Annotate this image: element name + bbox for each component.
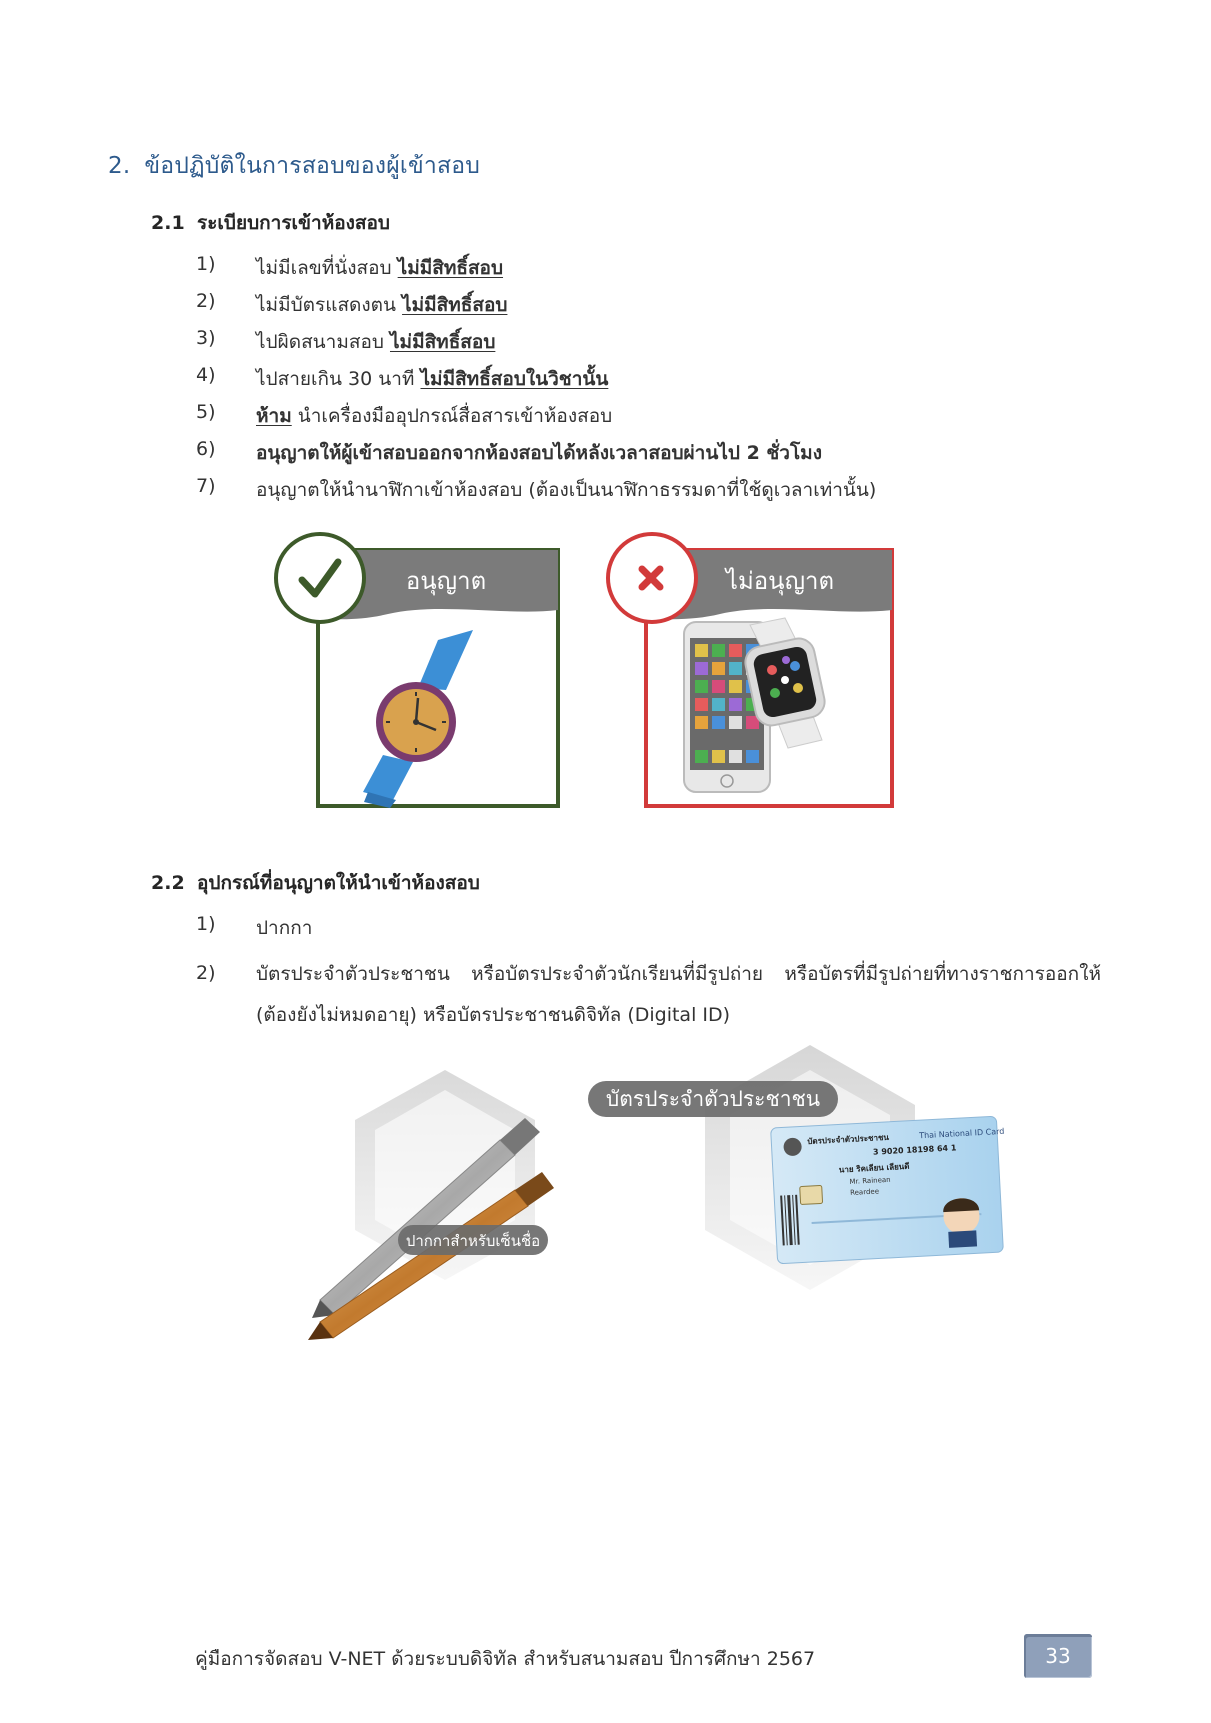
not-allowed-label: ไม่อนุญาต <box>725 567 835 595</box>
pen-caption: ปากกาสำหรับเซ็นชื่อ <box>405 1232 541 1250</box>
allowed-label: อนุญาต <box>405 567 487 595</box>
subsection-heading-2-1: 2.1 ระเบียบการเข้าห้องสอบ <box>151 212 390 234</box>
svg-text:Mr. Rainean: Mr. Rainean <box>849 1175 891 1186</box>
national-id-card <box>771 1116 1011 1264</box>
svg-text:Thai National ID Card: Thai National ID Card <box>918 1126 1005 1141</box>
page-number: 33 <box>1024 1634 1092 1678</box>
svg-text:3 9020 18198 64 1: 3 9020 18198 64 1 <box>872 1143 957 1157</box>
allowed-panel <box>268 530 568 812</box>
section-number: 2. <box>108 153 131 179</box>
svg-text:นาย ริคเลียน เลียนดี: นาย ริคเลียน เลียนดี <box>838 1161 910 1175</box>
not-allowed-panel <box>600 530 900 812</box>
section-heading <box>108 148 480 184</box>
footer-text: คู่มือการจัดสอบ V-NET ด้วยระบบดิจิทัล สำหรับสนามสอบ ปีการศึกษา 2567 <box>195 1648 816 1670</box>
svg-text:บัตรประจำตัวประชาชน: บัตรประจำตัวประชาชน <box>807 1132 890 1147</box>
pen-illustration <box>300 1060 590 1330</box>
section-title: ข้อปฏิบัติในการสอบของผู้เข้าสอบ <box>144 153 481 179</box>
id-card-illustration <box>605 1030 1010 1320</box>
subsection-heading-2-2: 2.2 อุปกรณ์ที่อนุญาตให้นำเข้าห้องสอบ <box>151 872 480 894</box>
allowed-equipment-list: 1) ปากกา 2) บัตรประจำตัวประชาชน หรือบัตรประจำตัวนักเรียนที่มีรูปถ่าย หรือบัตรที่มีรูปถ่ายที่ทางราชการออกให้ (ต้องยังไม่หมดอายุ) หรือบัตรประชาชนดิจิทัล (Digital ID) <box>196 913 1101 1026</box>
svg-text:Reardee: Reardee <box>849 1187 880 1197</box>
id-card-caption: บัตรประจำตัวประชาชน <box>605 1087 821 1111</box>
exam-rules-list: 1) ไม่มีเลขที่นั่งสอบ ไม่มีสิทธิ์สอบ 2) ไม่มีบัตรแสดงตน ไม่มีสิทธิ์สอบ 3) ไปผิดสนามสอบ ไม่มีสิทธิ์สอบ 4) ไปสายเกิน 30 นาที ไม่มีสิทธิ์สอบในวิชานั้น 5) ห้าม นำเครื่องมืออุปกรณ์สื่อสารเข้าห้องสอบ 6) อนุญาตให้ผู้เข้าสอบออกจากห้องสอบได้หลังเวลาสอบผ่านไป 2 ชั่วโมง 7) อนุญาตให้นำนาฬิกาเข้าห้องสอบ (ต้องเป็นนาฬิกาธรรมดาที่ใช้ดูเวลาเท่านั้น) <box>196 253 877 501</box>
